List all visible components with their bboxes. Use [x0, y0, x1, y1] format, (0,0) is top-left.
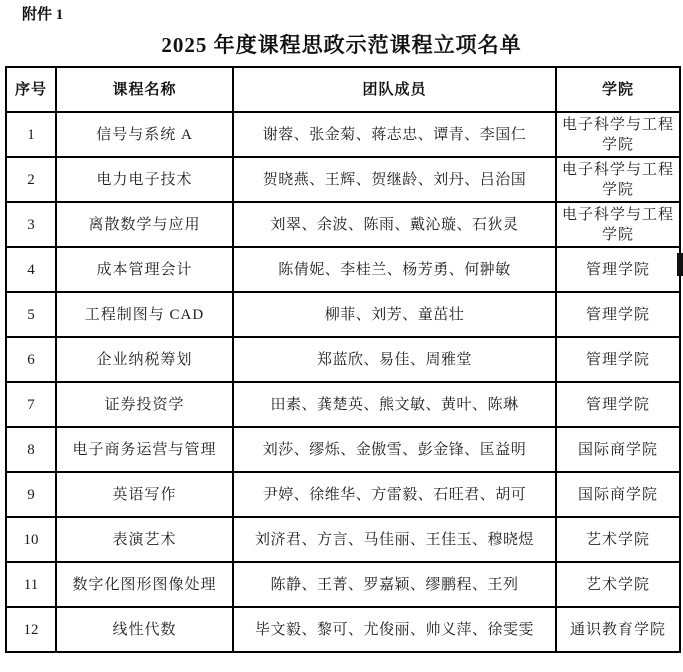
cell-course: 线性代数	[56, 607, 233, 652]
table-row	[6, 157, 680, 202]
cell-no: 4	[6, 247, 56, 292]
table-body	[6, 112, 680, 652]
cell-college: 国际商学院	[556, 427, 680, 472]
cell-college: 电子科学与工程学院	[556, 202, 680, 247]
cell-course: 电子商务运营与管理	[56, 427, 233, 472]
cell-course: 证券投资学	[56, 382, 233, 427]
cell-members: 贺晓燕、王辉、贺继龄、刘丹、吕治国	[233, 157, 556, 202]
cell-course: 电力电子技术	[56, 157, 233, 202]
cell-no: 10	[6, 517, 56, 562]
cell-course: 工程制图与 CAD	[56, 292, 233, 337]
cell-members: 田素、龚楚英、熊文敏、黄叶、陈琳	[233, 382, 556, 427]
page-title: 2025 年度课程思政示范课程立项名单	[161, 33, 522, 57]
cell-college: 电子科学与工程学院	[556, 112, 680, 157]
table-row	[6, 382, 680, 427]
table-row	[6, 472, 680, 517]
table-row	[6, 427, 680, 472]
attachment-label: 附件 1	[22, 7, 64, 23]
table-row	[6, 247, 680, 292]
cell-members: 刘莎、缪烁、金傲雪、彭金锋、匡益明	[233, 427, 556, 472]
cell-college: 通识教育学院	[556, 607, 680, 652]
cell-course: 英语写作	[56, 472, 233, 517]
cell-no: 6	[6, 337, 56, 382]
cell-course: 数字化图形图像处理	[56, 562, 233, 607]
cell-college: 电子科学与工程学院	[556, 157, 680, 202]
column-header-members: 团队成员	[233, 67, 556, 112]
table-row	[6, 562, 680, 607]
cell-no: 9	[6, 472, 56, 517]
cell-members: 刘翠、余波、陈雨、戴沁璇、石狄灵	[233, 202, 556, 247]
column-header-course: 课程名称	[56, 67, 233, 112]
cell-college: 艺术学院	[556, 517, 680, 562]
table-row	[6, 112, 680, 157]
course-table	[5, 66, 681, 653]
cell-members: 谢蓉、张金菊、蒋志忠、谭青、李国仁	[233, 112, 556, 157]
table-row	[6, 202, 680, 247]
table-header-row	[6, 67, 680, 112]
cell-members: 柳菲、刘芳、童茁壮	[233, 292, 556, 337]
cell-course: 企业纳税筹划	[56, 337, 233, 382]
cell-members: 郑蓝欣、易佳、周雅堂	[233, 337, 556, 382]
column-header-no: 序号	[6, 67, 56, 112]
cell-course: 信号与系统 A	[56, 112, 233, 157]
cell-no: 8	[6, 427, 56, 472]
table-row	[6, 607, 680, 652]
cell-members: 陈静、王菁、罗嘉颖、缪鹏程、王列	[233, 562, 556, 607]
cell-college: 艺术学院	[556, 562, 680, 607]
cell-members: 陈倩妮、李桂兰、杨芳勇、何翀敏	[233, 247, 556, 292]
cell-no: 7	[6, 382, 56, 427]
table-row	[6, 292, 680, 337]
cell-no: 1	[6, 112, 56, 157]
cell-no: 11	[6, 562, 56, 607]
cell-college: 国际商学院	[556, 472, 680, 517]
cell-no: 5	[6, 292, 56, 337]
cell-college: 管理学院	[556, 247, 680, 292]
column-header-college: 学院	[556, 67, 680, 112]
cell-no: 3	[6, 202, 56, 247]
cell-members: 尹婷、徐维华、方雷毅、石旺君、胡可	[233, 472, 556, 517]
scrollbar-thumb[interactable]	[677, 253, 683, 276]
cell-no: 2	[6, 157, 56, 202]
cell-college: 管理学院	[556, 292, 680, 337]
table-row	[6, 337, 680, 382]
cell-college: 管理学院	[556, 337, 680, 382]
table-row	[6, 517, 680, 562]
table-header	[6, 67, 680, 112]
cell-no: 12	[6, 607, 56, 652]
cell-college: 管理学院	[556, 382, 680, 427]
cell-course: 离散数学与应用	[56, 202, 233, 247]
cell-members: 刘济君、方言、马佳丽、王佳玉、穆晓煜	[233, 517, 556, 562]
cell-members: 毕文毅、黎可、尤俊丽、帅义萍、徐雯雯	[233, 607, 556, 652]
cell-course: 成本管理会计	[56, 247, 233, 292]
cell-course: 表演艺术	[56, 517, 233, 562]
